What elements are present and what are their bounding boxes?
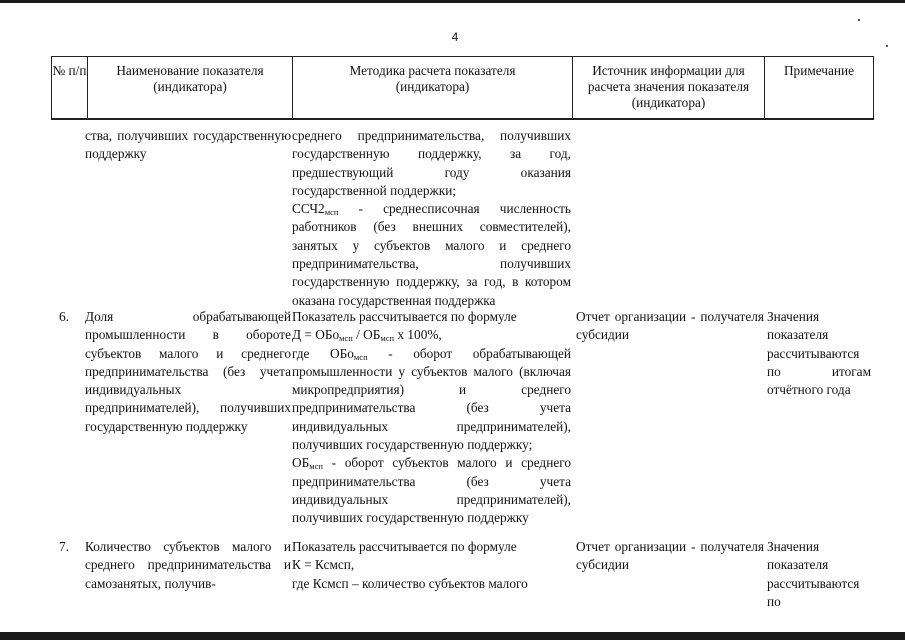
row-7-formula: К = Ксмсп, <box>292 557 355 573</box>
row-7-note: Значения показателя рассчитываются по <box>767 539 860 609</box>
scan-edge-top <box>0 0 905 3</box>
continued-method-part2: $ССЧ2_{мсп}$ - среднесписочная численность работников (без внешних совместителей), занятых у субъектов малого и среднего предпринимательства, получивших государственную поддержку, за год, в котором оказана государственная поддержка <box>292 201 571 308</box>
header-method: Методика расчета показателя (индикатора) <box>292 56 572 120</box>
row-6-note: Значения показателя рассчитываются по итогам отчётного года <box>767 309 871 398</box>
scan-speck <box>886 45 888 47</box>
header-source: Источник информации для расчета значения показателя (индикатора) <box>572 56 764 120</box>
row-7-number: 7. <box>59 539 69 554</box>
continued-name-cell: ства, получивших государственную поддержку <box>85 128 291 162</box>
row-7-source: Отчет организации - получателя субсидии <box>576 539 764 573</box>
row-6-where-obo: где ОБо$_{мсп}$ - оборот обрабатывающей промышленности у субъектов малого (включая микропредприятия) и среднего предпринимательства (без учета индивидуальных предпринимателей), получивших государственную поддержку; <box>292 345 571 453</box>
scan-speck <box>858 19 860 21</box>
scan-edge-bottom <box>0 632 905 640</box>
row-7-where: где Ксмсп – количество субъектов малого <box>292 575 528 591</box>
row-6-source: Отчет организации - получателя субсидии <box>576 309 764 343</box>
row-7-method <box>292 538 571 593</box>
header-num: № п/п <box>51 56 87 120</box>
row-6-number: 6. <box>59 309 69 324</box>
continued-method-part1: среднего предпринимательства, получивших государственную поддержку, за год, предшествующий году оказания государственной поддержки; <box>292 128 571 198</box>
page-number: 4 <box>451 30 459 44</box>
row-7-name: Количество субъектов малого и среднего предпринимательства и самозанятых, получив- <box>85 539 291 591</box>
header-note: Примечание <box>764 56 874 120</box>
continued-method-cell <box>292 127 571 310</box>
row-6-where-ob: $ОБ_{мсп}$ - оборот субъектов малого и среднего предпринимательства (без учета индивидуальных предпринимателей), получивших государственную поддержку <box>292 455 571 526</box>
row-6-formula-intro: Показатель рассчитывается по формуле <box>292 309 517 324</box>
header-name: Наименование показателя (индикатора) <box>87 56 292 120</box>
row-6-method <box>292 308 571 528</box>
row-7-formula-intro: Показатель рассчитывается по формуле <box>292 539 517 554</box>
row-6-formula: $Д = ОБо_{мсп} / ОБ_{мсп}$ x 100%, <box>292 327 442 344</box>
row-6-name: Доля обрабатывающей промышленности в обороте субъектов малого и среднего предпринимательства (без учета индивидуальных предпринимателей), получивших государственную поддержку <box>85 309 291 434</box>
